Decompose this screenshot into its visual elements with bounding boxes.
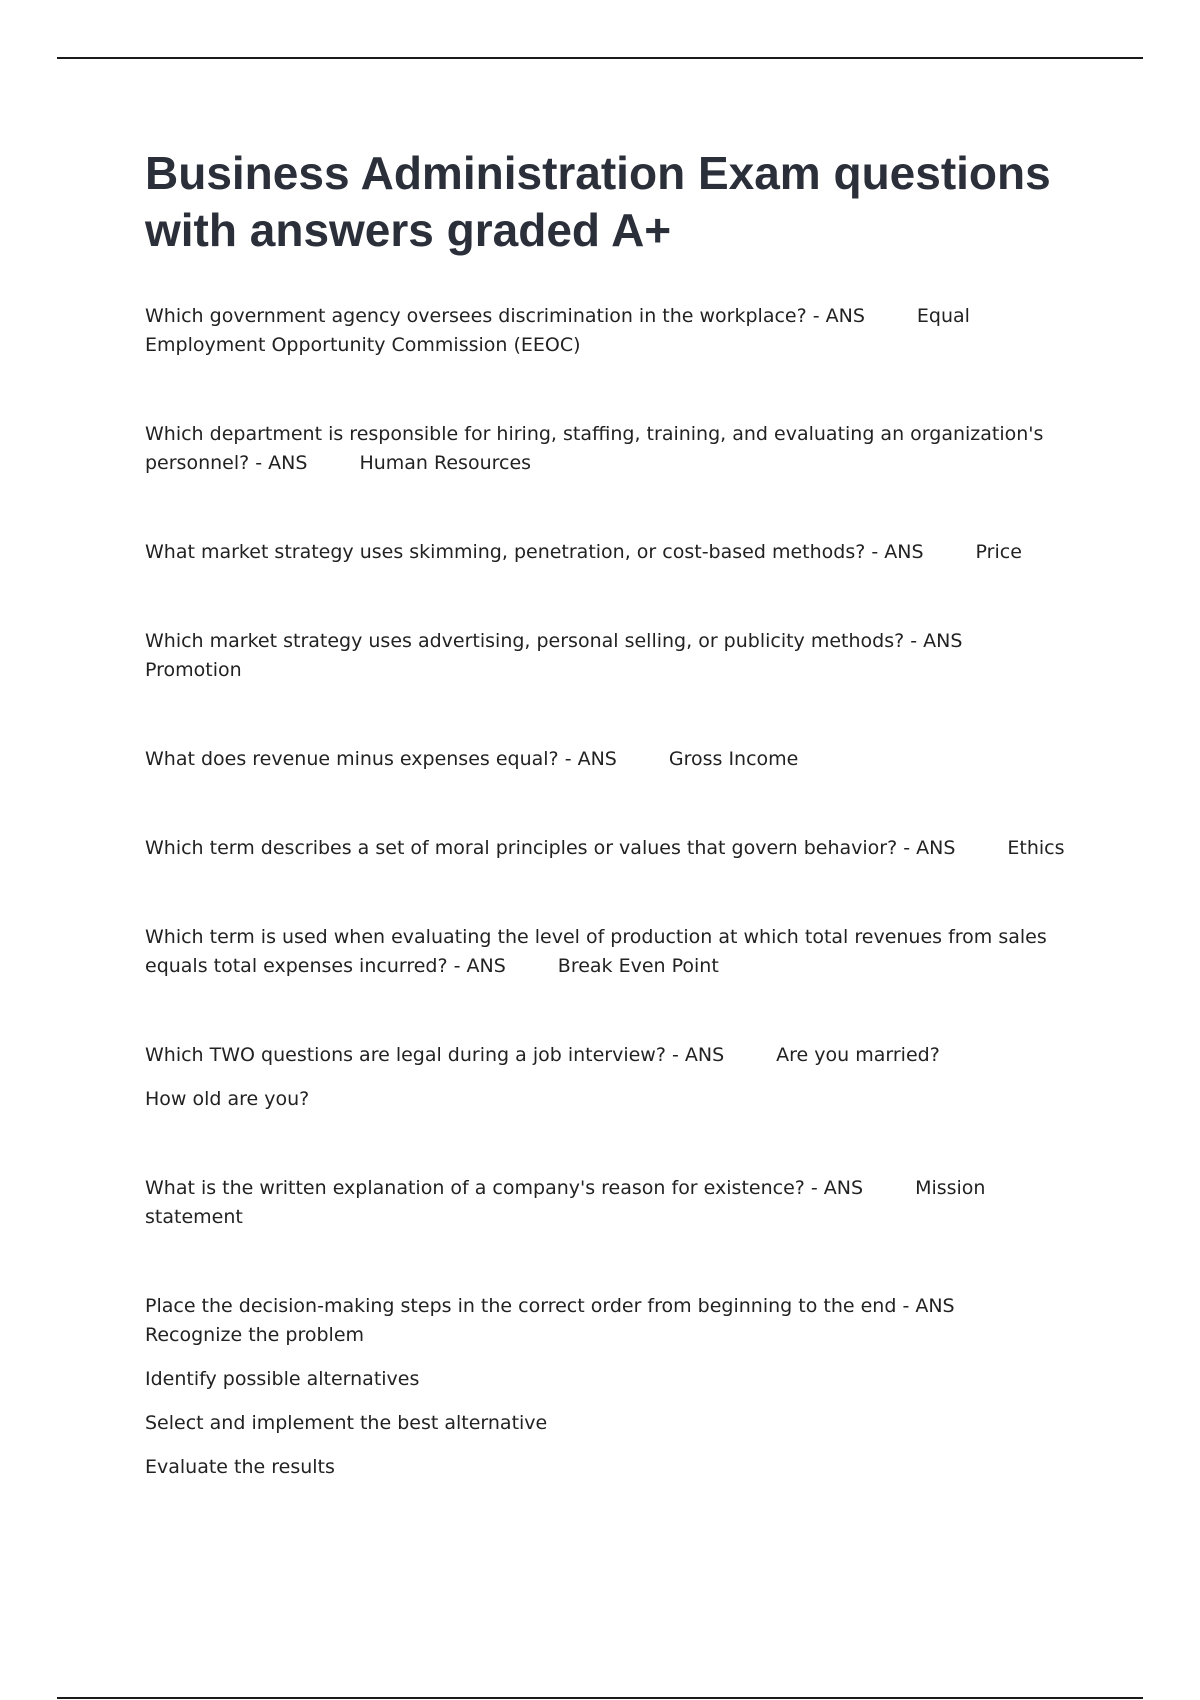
question-text: Place the decision-making steps in the correct order from beginning to the end bbox=[145, 1295, 897, 1317]
ans-marker: - ANS bbox=[910, 630, 963, 652]
answer-continuation: Identify possible alternatives bbox=[145, 1368, 420, 1390]
qa-line bbox=[145, 420, 1065, 478]
qa-line bbox=[145, 302, 1065, 360]
qa-list bbox=[145, 302, 1065, 1542]
ans-marker: - ANS bbox=[810, 1177, 864, 1199]
question-text: Which term describes a set of moral principles or values that govern behavior? bbox=[145, 837, 898, 859]
answer-text: Are you married? bbox=[776, 1044, 940, 1066]
qa-item bbox=[145, 1041, 1065, 1114]
qa-line bbox=[145, 538, 1065, 567]
ans-marker: - ANS bbox=[812, 305, 865, 327]
answer-text: Price bbox=[975, 541, 1022, 563]
top-rule bbox=[57, 57, 1143, 59]
qa-line bbox=[145, 1041, 1065, 1070]
answer-text: Mission statement bbox=[145, 1177, 986, 1228]
answer-text: Human Resources bbox=[359, 452, 532, 474]
qa-item bbox=[145, 627, 1065, 685]
qa-item bbox=[145, 302, 1065, 360]
question-text: What does revenue minus expenses equal? bbox=[145, 748, 559, 770]
answer-text: Recognize the problem bbox=[145, 1324, 365, 1346]
answer-text: Break Even Point bbox=[557, 955, 719, 977]
ans-marker: - ANS bbox=[255, 452, 308, 474]
qa-line bbox=[145, 1292, 1065, 1350]
ans-marker: - ANS bbox=[564, 748, 617, 770]
qa-item bbox=[145, 420, 1065, 478]
qa-item bbox=[145, 923, 1065, 981]
question-text: Which market strategy uses advertising, personal selling, or publicity methods? bbox=[145, 630, 905, 652]
answer-text: Gross Income bbox=[668, 748, 799, 770]
answer-continuation: How old are you? bbox=[145, 1088, 310, 1110]
qa-item bbox=[145, 538, 1065, 567]
answer-continuation: Evaluate the results bbox=[145, 1456, 335, 1478]
answer-continuation: Select and implement the best alternative bbox=[145, 1412, 548, 1434]
answer-text: Promotion bbox=[145, 659, 242, 681]
ans-marker: - ANS bbox=[871, 541, 924, 563]
question-text: Which TWO questions are legal during a job interview? bbox=[145, 1044, 666, 1066]
qa-line bbox=[145, 923, 1065, 981]
question-text: What is the written explanation of a company's reason for existence? bbox=[145, 1177, 805, 1199]
question-text: Which term is used when evaluating the level of production at which total revenues from sales equals total expenses incurred? bbox=[145, 926, 1047, 977]
qa-item bbox=[145, 745, 1065, 774]
question-text: Which department is responsible for hiring, staffing, training, and evaluating an organization's personnel? bbox=[145, 423, 1044, 474]
page-title: Business Administration Exam questions with answers graded A+ bbox=[145, 147, 1051, 256]
qa-item bbox=[145, 834, 1065, 863]
ans-marker: - ANS bbox=[671, 1044, 725, 1066]
question-text: What market strategy uses skimming, penetration, or cost-based methods? bbox=[145, 541, 866, 563]
answer-text: Ethics bbox=[1007, 837, 1065, 859]
qa-item bbox=[145, 1174, 1065, 1232]
ans-marker: - ANS bbox=[902, 1295, 955, 1317]
ans-marker: - ANS bbox=[903, 837, 956, 859]
answer-text: Equal Employment Opportunity Commission (EEOC) bbox=[145, 305, 970, 356]
qa-line bbox=[145, 1174, 1065, 1232]
qa-item bbox=[145, 1292, 1065, 1482]
bottom-rule bbox=[57, 1697, 1143, 1699]
qa-line bbox=[145, 627, 1065, 685]
ans-marker: - ANS bbox=[453, 955, 506, 977]
qa-line bbox=[145, 834, 1065, 863]
question-text: Which government agency oversees discrimination in the workplace? bbox=[145, 305, 807, 327]
qa-line bbox=[145, 745, 1065, 774]
